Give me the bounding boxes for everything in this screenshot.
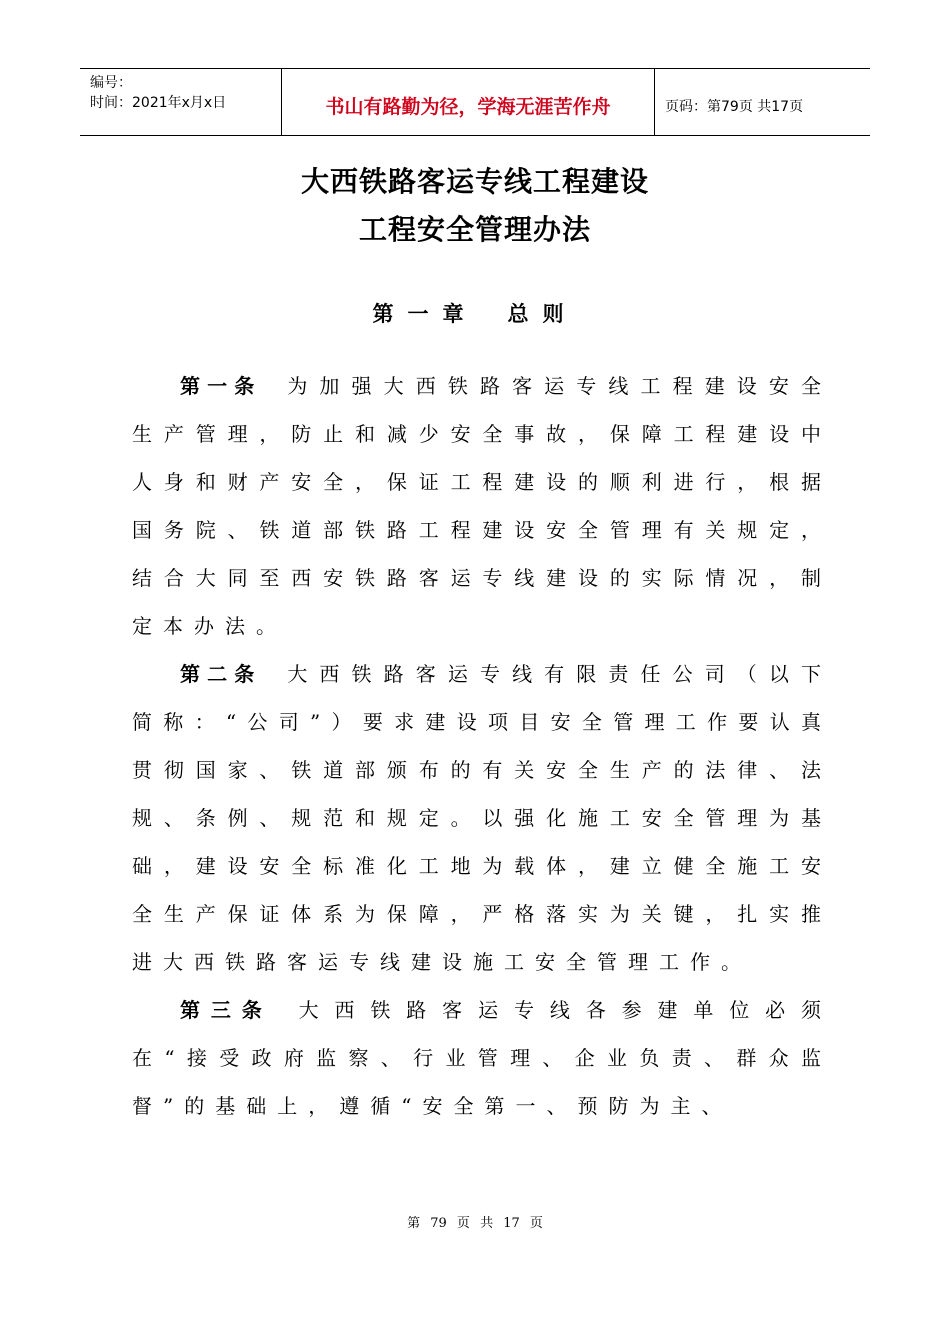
- article-paragraph: [132, 362, 832, 650]
- document-title-line1: 大西铁路客运专线工程建设: [300, 165, 649, 198]
- chapter-number: 第一章: [372, 301, 478, 326]
- article-paragraph: [132, 986, 832, 1130]
- article-label: 第三条: [180, 998, 273, 1022]
- document-title-line2: 工程安全管理办法: [358, 213, 591, 246]
- document-body: [132, 362, 832, 1130]
- header-table: [80, 68, 870, 136]
- article-label: 第一条: [180, 374, 262, 398]
- header-motto: 书山有路勤为径，学海无涯苦作舟: [325, 95, 611, 118]
- article-text: 大西铁路客运专线各参建单位必须在“接受政府监察、行业管理、企业负责、群众监督”的基础上，遵循“安全第一、预防为主、: [132, 998, 833, 1118]
- header-page-cell: [655, 69, 870, 135]
- article-text: 为加强大西铁路客运专线工程建设安全生产管理，防止和减少安全事故，保障工程建设中人身和财产安全，保证工程建设的顺利进行，根据国务院、铁道部铁路工程建设安全管理有关规定，结合大同至西安铁路客运专线建设的实际情况，制定本办法。: [132, 374, 833, 638]
- document-number-label: 编号：: [90, 75, 132, 91]
- header-motto-cell: [282, 69, 655, 135]
- article-label: 第二条: [180, 662, 262, 686]
- chapter-heading: [0, 298, 950, 328]
- page-footer: 第 79 页 共 17 页: [407, 1216, 543, 1231]
- header-page-label: 页码：第79页 共17页: [665, 99, 804, 115]
- header-meta-cell: [80, 69, 282, 135]
- article-paragraph: [132, 650, 832, 986]
- article-text: 大西铁路客运专线有限责任公司（以下简称：“公司”）要求建设项目安全管理工作要认真贯彻国家、铁道部颁布的有关安全生产的法律、法规、条例、规范和规定。以强化施工安全管理为基础，建设安全标准化工地为载体，建立健全施工安全生产保证体系为保障，严格落实为关键，扎实推进大西铁路客运专线建设施工安全管理工作。: [132, 662, 833, 974]
- document-date-label: 时间：2021年x月x日: [90, 95, 227, 111]
- chapter-name: 总则: [507, 301, 578, 326]
